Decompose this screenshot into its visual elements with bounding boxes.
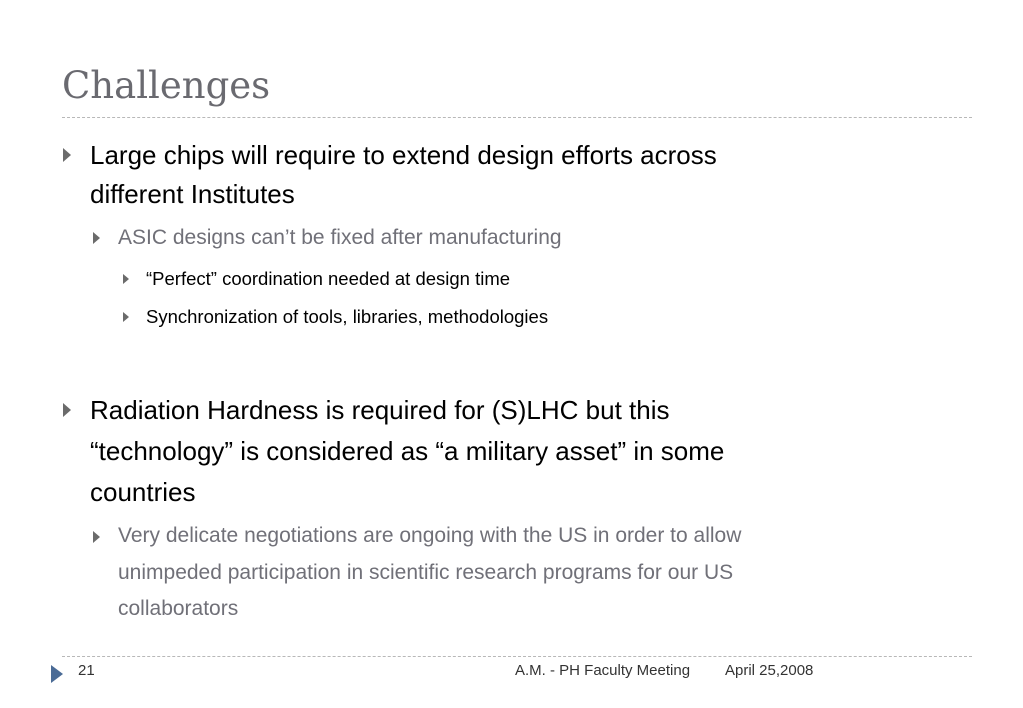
sub-sub-bullet-arrow-icon [123, 274, 129, 284]
bullet-2-line-1: Radiation Hardness is required for (S)LHC but this [90, 395, 670, 425]
bullet-2-sub-1-line-3: collaborators [118, 597, 239, 620]
footer-meeting: A.M. - PH Faculty Meeting [515, 662, 691, 679]
footer-divider [62, 656, 972, 657]
footer-date: April 25,2008 [725, 662, 814, 679]
bullet-2-sub-1-line-1: Very delicate negotiations are ongoing with the US in order to allow [118, 524, 742, 547]
bullet-1-line-1: Large chips will require to extend design efforts across [90, 140, 717, 170]
footer-arrow-icon [51, 665, 63, 683]
title-divider [62, 117, 972, 118]
bullet-arrow-icon [63, 403, 71, 417]
bullet-arrow-icon [63, 148, 71, 162]
bullet-1-sub-1-item-1: “Perfect” coordination needed at design time [146, 268, 511, 289]
sub-bullet-arrow-icon [93, 232, 100, 244]
bullet-2-line-3: countries [90, 477, 196, 507]
bullet-1-line-2: different Institutes [90, 179, 295, 209]
bullet-1-sub-1: ASIC designs can’t be fixed after manufacturing [118, 226, 562, 249]
page-number: 21 [78, 662, 95, 679]
slide-title: Challenges [62, 64, 271, 107]
sub-bullet-arrow-icon [93, 531, 100, 543]
sub-sub-bullet-arrow-icon [123, 312, 129, 322]
bullet-2-sub-1-line-2: unimpeded participation in scientific research programs for our US [118, 561, 734, 584]
bullet-2-line-2: “technology” is considered as “a military asset” in some [90, 436, 725, 466]
bullet-1-sub-1-item-2: Synchronization of tools, libraries, methodologies [146, 306, 549, 327]
